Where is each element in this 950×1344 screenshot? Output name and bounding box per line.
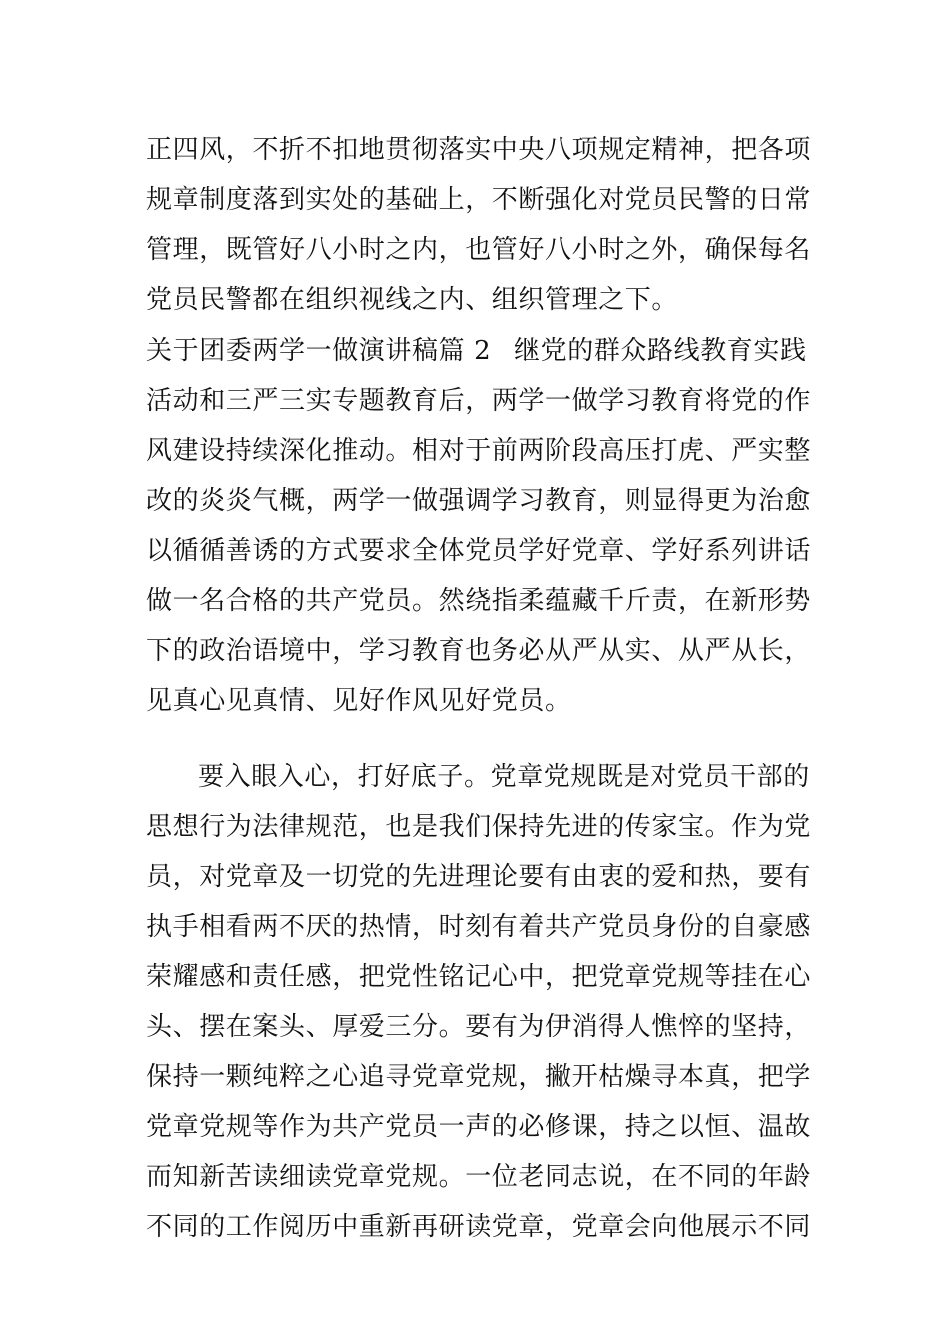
text-line: 见真心见真情、见好作风见好党员。: [146, 686, 572, 716]
text-line: 规章制度落到实处的基础上，不断强化对党员民警的日常: [146, 185, 812, 215]
text-line: 员，对党章及一切党的先进理论要有由衷的爱和热，要有: [146, 862, 812, 892]
text-line: 以循循善诱的方式要求全体党员学好党章、学好系列讲话: [146, 536, 812, 566]
text-line: 头、摆在案头、厚爱三分。要有为伊消得人憔悴的坚持，: [146, 1012, 812, 1042]
paragraph-first-line: 要入眼入心，打好底子。党章党规既是对党员干部的: [198, 762, 810, 792]
text-line: 管理，既管好八小时之内，也管好八小时之外，确保每名: [146, 235, 812, 265]
text-line: 思想行为法律规范，也是我们保持先进的传家宝。作为党: [146, 812, 812, 842]
text-line: 不同的工作阅历中重新再研读党章，党章会向他展示不同: [146, 1212, 812, 1242]
text-line: 而知新苦读细读党章党规。一位老同志说，在不同的年龄: [146, 1162, 812, 1192]
text-line: 执手相看两不厌的热情，时刻有着共产党员身份的自豪感: [146, 912, 812, 942]
text-line: 改的炎炎气概，两学一做强调学习教育，则显得更为治愈: [146, 486, 812, 516]
text-line: 活动和三严三实专题教育后，两学一做学习教育将党的作: [146, 386, 812, 416]
text-line: 党章党规等作为共产党员一声的必修课，持之以恒、温故: [146, 1112, 812, 1142]
text-line: 党员民警都在组织视线之内、组织管理之下。: [146, 285, 679, 315]
text-line: 下的政治语境中，学习教育也务必从严从实、从严从长，: [146, 636, 812, 666]
text-line: 正四风，不折不扣地贯彻落实中央八项规定精神，把各项: [146, 135, 812, 165]
section-heading-line: [146, 331, 826, 371]
text-line: 荣耀感和责任感，把党性铭记心中，把党章党规等挂在心: [146, 962, 812, 992]
text-line: 风建设持续深化推动。相对于前两阶段高压打虎、严实整: [146, 436, 812, 466]
paragraph-start: 继党的群众路线教育实践: [514, 336, 807, 366]
text-line: 做一名合格的共产党员。然绕指柔蕴藏千斤责，在新形势: [146, 586, 812, 616]
text-line: 保持一颗纯粹之心追寻党章党规，撇开枯燥寻本真，把学: [146, 1062, 812, 1092]
section-heading: 关于团委两学一做演讲稿篇 2: [146, 336, 492, 366]
